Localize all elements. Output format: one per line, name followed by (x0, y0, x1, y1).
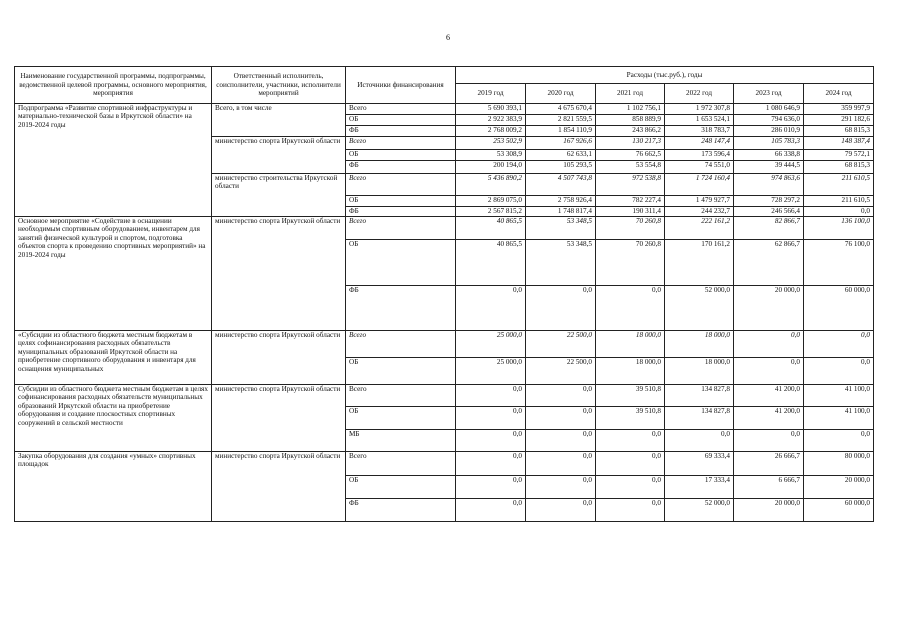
amount-cell: 20 000,0 (734, 499, 804, 522)
amount-cell: 0,0 (526, 452, 596, 476)
amount-cell: 0,0 (734, 331, 804, 358)
amount-cell: 20 000,0 (804, 476, 874, 499)
amount-cell: 0,0 (596, 286, 665, 331)
funding-source-cell: Всего (346, 452, 456, 476)
amount-cell: 0,0 (456, 286, 526, 331)
amount-cell: 1 972 307,8 (665, 104, 734, 115)
program-name-cell: Закупка оборудования для создания «умных» спортивных площадок (15, 452, 212, 522)
amount-cell: 0,0 (526, 385, 596, 407)
program-name-cell: Подпрограмма «Развитие спортивной инфраструктуры и материально-технической базы в Иркутской области» на 2019-2024 годы (15, 104, 212, 217)
funding-source-cell: ОБ (346, 150, 456, 161)
funding-source-cell: Всего (346, 331, 456, 358)
funding-source-cell: МБ (346, 430, 456, 452)
amount-cell: 80 000,0 (804, 452, 874, 476)
header-year: 2024 год (804, 84, 874, 104)
amount-cell: 1 080 646,9 (734, 104, 804, 115)
funding-source-cell: Всего (346, 385, 456, 407)
amount-cell: 20 000,0 (734, 286, 804, 331)
amount-cell: 972 538,8 (596, 174, 665, 196)
amount-cell: 858 889,9 (596, 115, 665, 126)
amount-cell: 167 926,6 (526, 137, 596, 150)
funding-source-cell: ОБ (346, 196, 456, 207)
header-expenses: Расходы (тыс.руб.), годы (456, 67, 874, 84)
funding-source-cell: ФБ (346, 207, 456, 217)
amount-cell: 0,0 (456, 452, 526, 476)
amount-cell: 18 000,0 (596, 331, 665, 358)
table-row (15, 452, 874, 476)
amount-cell: 0,0 (456, 385, 526, 407)
expenses-table (14, 66, 874, 522)
amount-cell: 1 748 817,4 (526, 207, 596, 217)
amount-cell: 53 348,5 (526, 240, 596, 286)
header-year: 2023 год (734, 84, 804, 104)
amount-cell: 39 510,8 (596, 407, 665, 430)
amount-cell: 253 502,9 (456, 137, 526, 150)
amount-cell: 82 866,7 (734, 217, 804, 240)
amount-cell: 25 000,0 (456, 331, 526, 358)
table-row (15, 104, 874, 115)
amount-cell: 22 500,0 (526, 358, 596, 385)
amount-cell: 52 000,0 (665, 499, 734, 522)
funding-source-cell: ОБ (346, 476, 456, 499)
amount-cell: 0,0 (526, 430, 596, 452)
amount-cell: 2 821 559,5 (526, 115, 596, 126)
amount-cell: 0,0 (526, 476, 596, 499)
amount-cell: 359 997,9 (804, 104, 874, 115)
amount-cell: 2 768 009,2 (456, 126, 526, 137)
amount-cell: 134 827,8 (665, 407, 734, 430)
amount-cell: 40 865,5 (456, 240, 526, 286)
executor-cell: министерство спорта Иркутской области (212, 217, 346, 331)
amount-cell: 130 217,3 (596, 137, 665, 150)
amount-cell: 0,0 (804, 207, 874, 217)
amount-cell: 60 000,0 (804, 286, 874, 331)
amount-cell: 1 102 756,1 (596, 104, 665, 115)
header-year: 2021 год (596, 84, 665, 104)
amount-cell: 1 479 927,7 (665, 196, 734, 207)
executor-cell: Всего, в том числе (212, 104, 346, 137)
amount-cell: 0,0 (804, 358, 874, 385)
amount-cell: 286 010,9 (734, 126, 804, 137)
amount-cell: 0,0 (526, 286, 596, 331)
amount-cell: 105 783,3 (734, 137, 804, 150)
amount-cell: 222 161,2 (665, 217, 734, 240)
amount-cell: 39 510,8 (596, 385, 665, 407)
amount-cell: 200 194,0 (456, 161, 526, 174)
amount-cell: 728 297,2 (734, 196, 804, 207)
amount-cell: 0,0 (734, 430, 804, 452)
program-name-cell: Основное мероприятие «Содействие в оснащении необходимым спортивным оборудованием, инвентарем для занятий физической культурой и спортом, подготовка объектов спорта к проведению спортивных мероприятий» на 2019-2024 годы (15, 217, 212, 331)
amount-cell: 66 338,8 (734, 150, 804, 161)
amount-cell: 105 293,5 (526, 161, 596, 174)
header-name: Наименование государственной программы, подпрограммы, ведомственной целевой программы, основного мероприятия, мероприятия (15, 67, 212, 104)
funding-source-cell: ОБ (346, 358, 456, 385)
amount-cell: 5 436 890,2 (456, 174, 526, 196)
amount-cell: 52 000,0 (665, 286, 734, 331)
amount-cell: 0,0 (526, 499, 596, 522)
amount-cell: 0,0 (804, 331, 874, 358)
amount-cell: 69 333,4 (665, 452, 734, 476)
funding-source-cell: Всего (346, 137, 456, 150)
amount-cell: 782 227,4 (596, 196, 665, 207)
amount-cell: 244 232,7 (665, 207, 734, 217)
amount-cell: 18 000,0 (665, 331, 734, 358)
header-year: 2020 год (526, 84, 596, 104)
amount-cell: 0,0 (596, 452, 665, 476)
amount-cell: 0,0 (596, 430, 665, 452)
amount-cell: 17 333,4 (665, 476, 734, 499)
amount-cell: 136 100,0 (804, 217, 874, 240)
amount-cell: 4 507 743,8 (526, 174, 596, 196)
amount-cell: 2 758 926,4 (526, 196, 596, 207)
amount-cell: 26 666,7 (734, 452, 804, 476)
amount-cell: 79 572,1 (804, 150, 874, 161)
amount-cell: 1 724 160,4 (665, 174, 734, 196)
amount-cell: 248 147,4 (665, 137, 734, 150)
amount-cell: 68 815,3 (804, 126, 874, 137)
funding-source-cell: ФБ (346, 161, 456, 174)
funding-source-cell: ОБ (346, 115, 456, 126)
amount-cell: 53 554,8 (596, 161, 665, 174)
amount-cell: 173 596,4 (665, 150, 734, 161)
amount-cell: 76 100,0 (804, 240, 874, 286)
header-executor: Ответственный исполнитель, соисполнители, участники, исполнители мероприятий (212, 67, 346, 104)
amount-cell: 0,0 (456, 407, 526, 430)
amount-cell: 2 922 383,9 (456, 115, 526, 126)
amount-cell: 0,0 (804, 430, 874, 452)
amount-cell: 0,0 (734, 358, 804, 385)
amount-cell: 60 000,0 (804, 499, 874, 522)
amount-cell: 211 610,5 (804, 174, 874, 196)
executor-cell: министерство спорта Иркутской области (212, 385, 346, 452)
amount-cell: 5 690 393,1 (456, 104, 526, 115)
amount-cell: 22 500,0 (526, 331, 596, 358)
amount-cell: 0,0 (596, 476, 665, 499)
table-body (15, 104, 874, 522)
amount-cell: 70 260,8 (596, 217, 665, 240)
amount-cell: 25 000,0 (456, 358, 526, 385)
funding-source-cell: ФБ (346, 286, 456, 331)
amount-cell: 41 200,0 (734, 385, 804, 407)
header-sources: Источники финансирования (346, 67, 456, 104)
amount-cell: 41 200,0 (734, 407, 804, 430)
amount-cell: 211 610,5 (804, 196, 874, 207)
table-row (15, 331, 874, 358)
funding-source-cell: Всего (346, 217, 456, 240)
funding-source-cell: ОБ (346, 240, 456, 286)
amount-cell: 246 566,4 (734, 207, 804, 217)
amount-cell: 291 182,6 (804, 115, 874, 126)
funding-source-cell: ФБ (346, 499, 456, 522)
amount-cell: 4 675 670,4 (526, 104, 596, 115)
funding-source-cell: Всего (346, 174, 456, 196)
funding-source-cell: Всего (346, 104, 456, 115)
page-number: 6 (446, 33, 450, 42)
amount-cell: 74 551,0 (665, 161, 734, 174)
header-year: 2022 год (665, 84, 734, 104)
amount-cell: 41 100,0 (804, 407, 874, 430)
table-row (15, 217, 874, 240)
amount-cell: 53 308,9 (456, 150, 526, 161)
executor-cell: министерство строительства Иркутской области (212, 174, 346, 217)
amount-cell: 0,0 (456, 499, 526, 522)
amount-cell: 0,0 (665, 430, 734, 452)
amount-cell: 41 100,0 (804, 385, 874, 407)
amount-cell: 6 666,7 (734, 476, 804, 499)
amount-cell: 39 444,5 (734, 161, 804, 174)
amount-cell: 148 387,4 (804, 137, 874, 150)
amount-cell: 134 827,8 (665, 385, 734, 407)
amount-cell: 18 000,0 (665, 358, 734, 385)
amount-cell: 62 633,1 (526, 150, 596, 161)
funding-source-cell: ФБ (346, 126, 456, 137)
amount-cell: 76 662,5 (596, 150, 665, 161)
amount-cell: 974 863,6 (734, 174, 804, 196)
header-year: 2019 год (456, 84, 526, 104)
amount-cell: 0,0 (596, 499, 665, 522)
amount-cell: 2 567 815,2 (456, 207, 526, 217)
amount-cell: 170 161,2 (665, 240, 734, 286)
amount-cell: 68 815,3 (804, 161, 874, 174)
amount-cell: 62 866,7 (734, 240, 804, 286)
executor-cell: министерство спорта Иркутской области (212, 452, 346, 522)
table-row (15, 385, 874, 407)
program-name-cell: Субсидии из областного бюджета местным бюджетам в целях софинансирования расходных обязательств муниципальных образований Иркутской области на приобретение оборудования и создание плоскостных спортивных сооружений в сельской местности (15, 385, 212, 452)
amount-cell: 18 000,0 (596, 358, 665, 385)
amount-cell: 1 653 524,1 (665, 115, 734, 126)
amount-cell: 70 260,8 (596, 240, 665, 286)
amount-cell: 40 865,5 (456, 217, 526, 240)
amount-cell: 0,0 (456, 476, 526, 499)
amount-cell: 794 636,0 (734, 115, 804, 126)
amount-cell: 0,0 (526, 407, 596, 430)
amount-cell: 0,0 (456, 430, 526, 452)
amount-cell: 190 311,4 (596, 207, 665, 217)
amount-cell: 318 783,7 (665, 126, 734, 137)
amount-cell: 2 869 075,0 (456, 196, 526, 207)
executor-cell: министерство спорта Иркутской области (212, 137, 346, 174)
amount-cell: 243 866,2 (596, 126, 665, 137)
executor-cell: министерство спорта Иркутской области (212, 331, 346, 385)
amount-cell: 1 854 110,9 (526, 126, 596, 137)
amount-cell: 53 348,5 (526, 217, 596, 240)
funding-source-cell: ОБ (346, 407, 456, 430)
program-name-cell: «Субсидии из областного бюджета местным бюджетам в целях софинансирования расходных обязательств муниципальных образований Иркутской области на приобретение спортивного оборудования и инвентаря для оснащения муниципальных (15, 331, 212, 385)
